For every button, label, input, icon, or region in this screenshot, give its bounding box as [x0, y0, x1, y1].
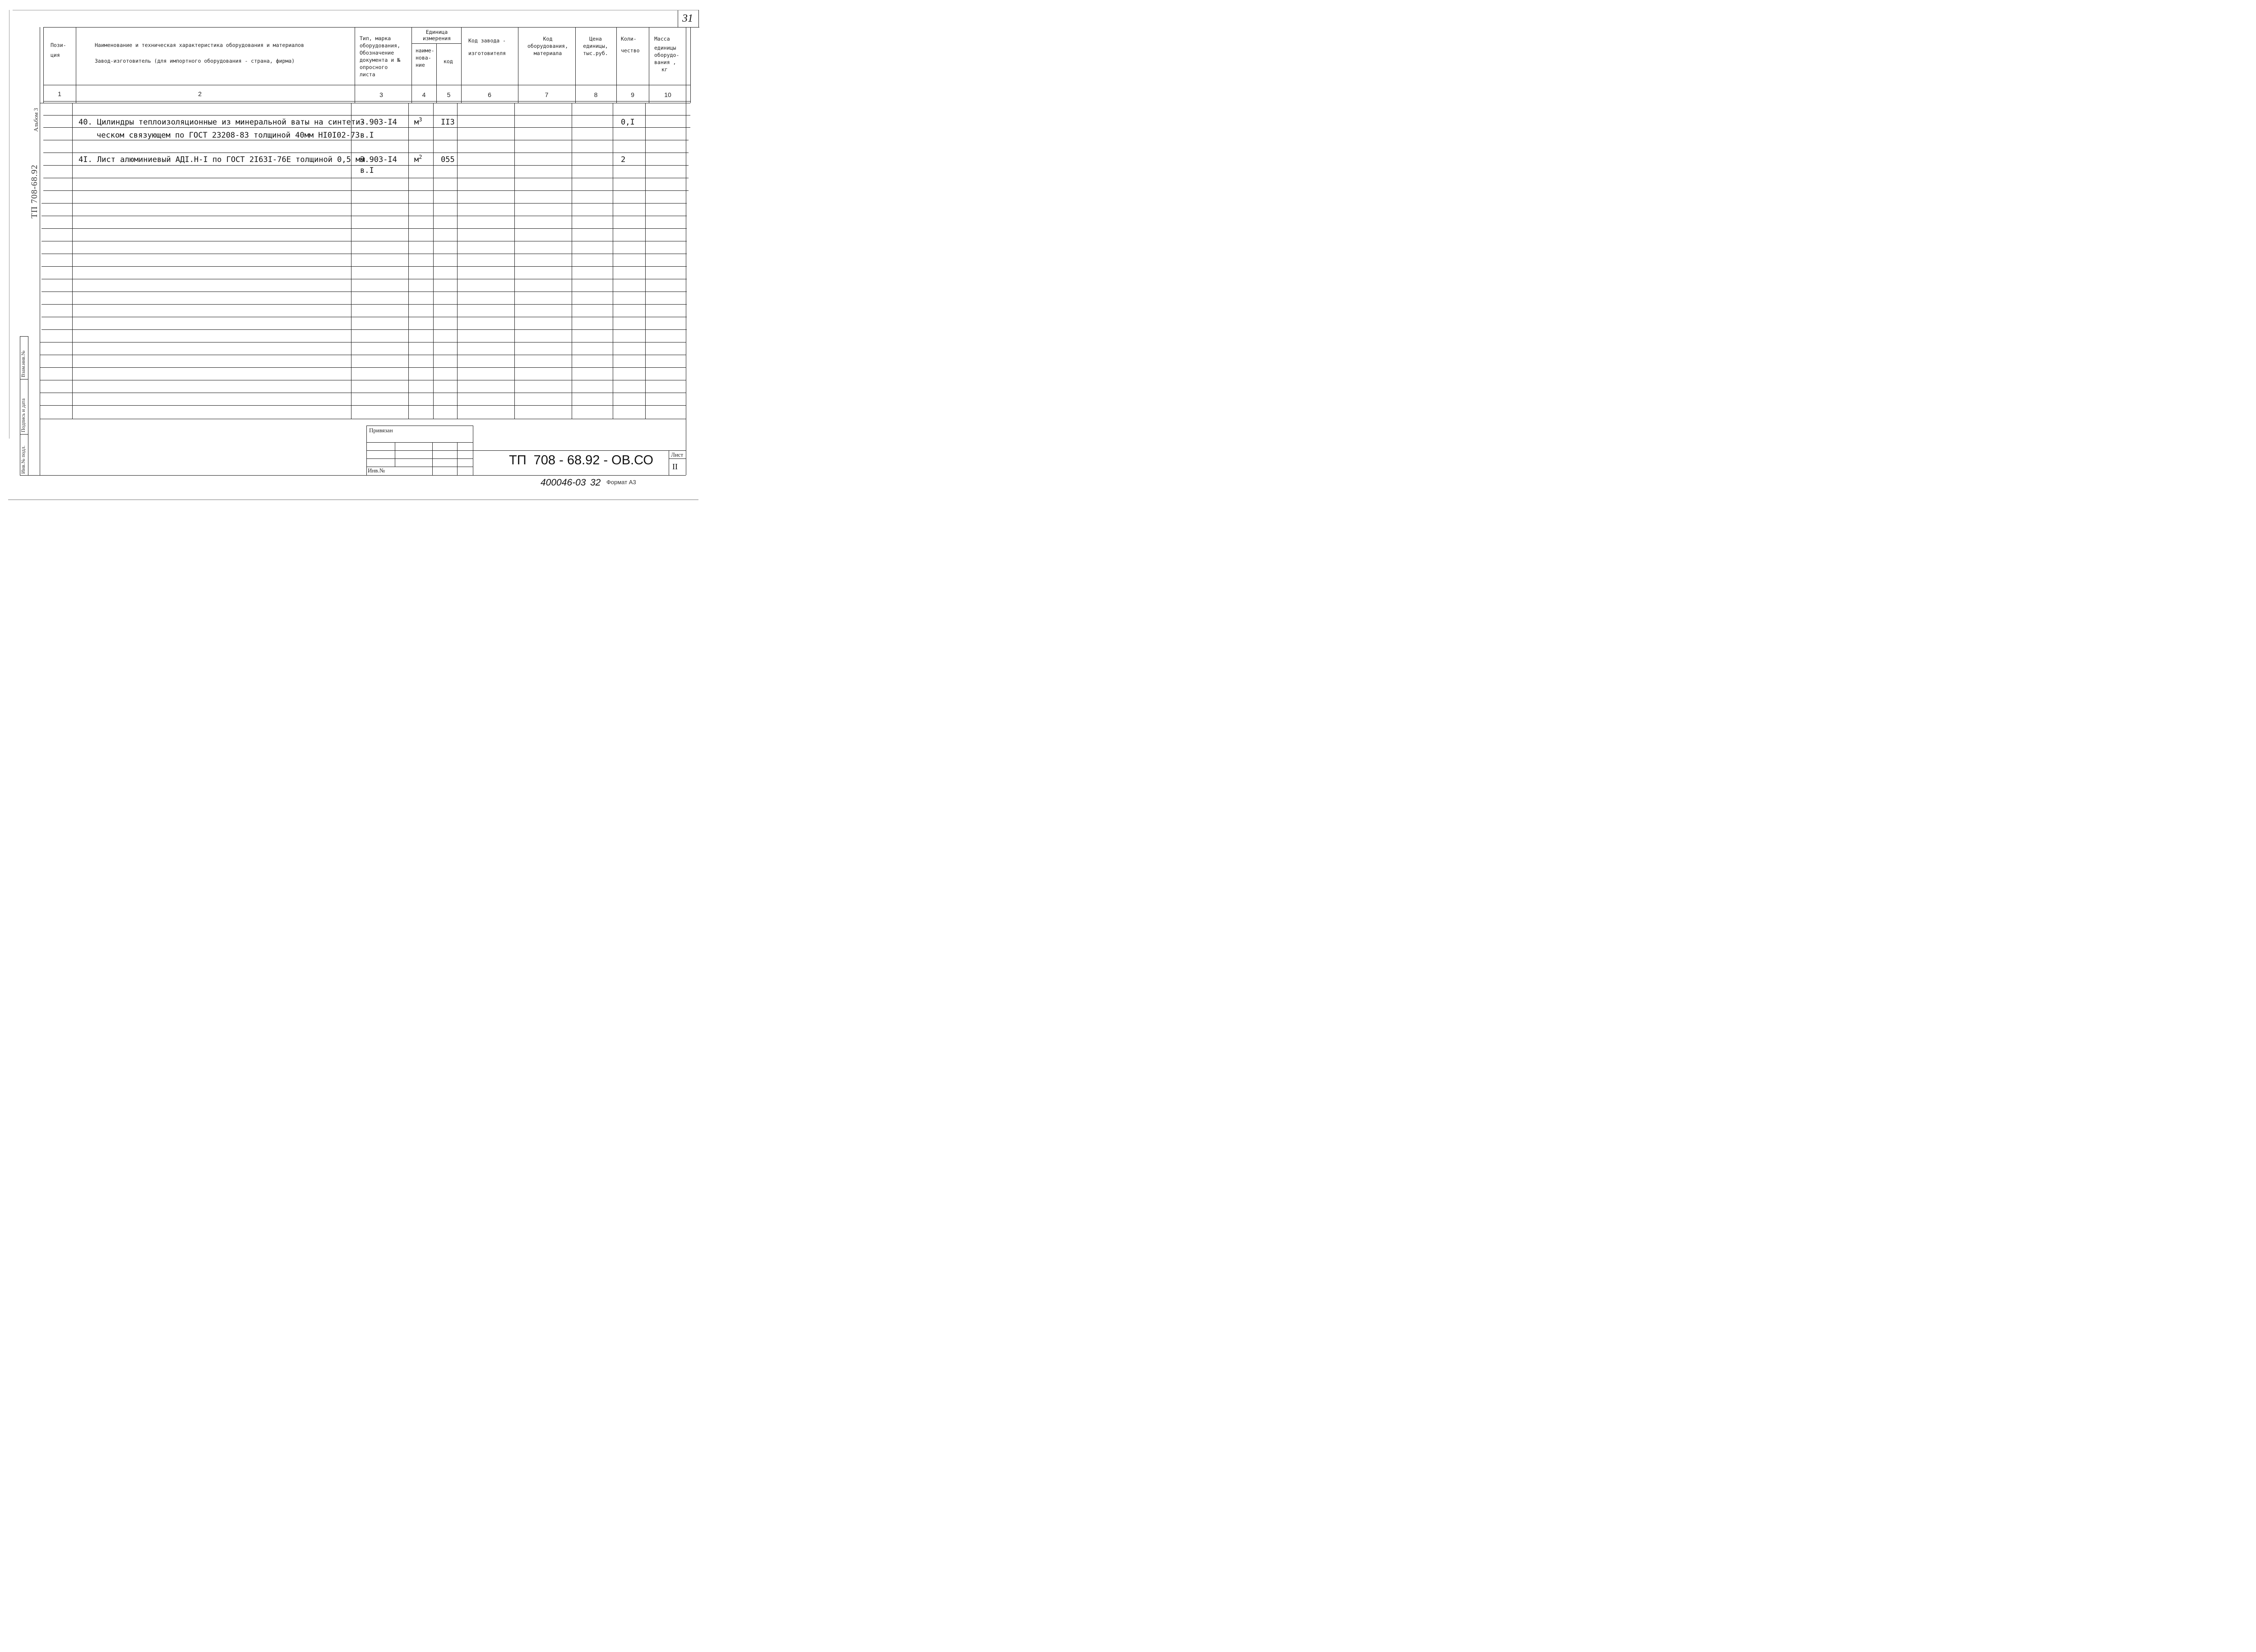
sheet-number: II [672, 462, 678, 471]
header-col7 [523, 35, 572, 57]
header-col8 [578, 35, 614, 57]
format-label: Формат А3 [606, 479, 636, 486]
item-41-doc-line1: 3.903-I4 [360, 155, 397, 164]
header-col5: код [444, 58, 453, 65]
header-col4 [416, 47, 435, 69]
header-col8-line3: тыс.руб. [583, 50, 608, 56]
privyazan-label: Привязан [369, 427, 393, 434]
item-40-name-line1: 40. Цилиндры теплоизоляционные из минеральной ваты на синтети- [79, 118, 365, 127]
header-unit-group [417, 29, 457, 42]
header-col3-line4: документа и № [360, 57, 401, 63]
item-40-unit-code: II3 [441, 118, 455, 127]
header-col8-line2: единицы, [583, 43, 608, 49]
inv-no-label: Инв.№ [368, 467, 385, 474]
header-col8-line1: Цена [589, 36, 602, 42]
header-col10-line3: оборудо- [654, 52, 680, 58]
header-col1-line1: Пози- [51, 42, 66, 48]
header-col3 [360, 35, 400, 78]
header-col2-line2: Завод-изготовитель (для импортного оборудования - страна, фирма) [95, 58, 295, 64]
header-col1-line2: ция [51, 52, 60, 58]
item-40-quantity: 0,I [621, 118, 635, 127]
item-41-quantity: 2 [621, 155, 626, 164]
header-col3-line6: листа [360, 71, 375, 78]
item-41-unit [414, 155, 422, 164]
side-inv-orig-label: Инв.№ подл. [21, 445, 26, 474]
header-col7-line2: оборудования, [527, 43, 568, 49]
header-col6 [468, 37, 506, 57]
header-col6-line1: Код завода - [468, 37, 506, 44]
header-col10-line4: вания , [654, 59, 676, 65]
item-41-unit-code: 055 [441, 155, 455, 164]
column-number-5: 5 [447, 91, 451, 98]
column-number-8: 8 [594, 91, 598, 98]
item-40-unit [414, 118, 422, 127]
page-number: 31 [682, 13, 693, 24]
column-number-1: 1 [58, 90, 61, 97]
header-col9 [621, 35, 640, 54]
column-number-4: 4 [422, 91, 426, 98]
column-number-3: 3 [379, 91, 383, 98]
side-inv-replace-label: Взам.инв.№ [21, 350, 26, 377]
header-col10 [654, 35, 679, 73]
sheet-label: Лист [671, 451, 684, 458]
header-col10-line1: Масса [654, 36, 670, 42]
header-col2-line1: Наименование и техническая характеристика оборудования и материалов [95, 42, 304, 48]
side-sign-date-label: Подпись и дата [21, 398, 26, 432]
header-col3-line1: Тип, марка [360, 35, 391, 42]
header-col10-line5: кг [661, 66, 668, 73]
header-col4-line1: наиме- [416, 47, 435, 54]
header-col4-line2: нова- [416, 55, 431, 61]
column-number-6: 6 [488, 91, 491, 98]
header-col3-line2: оборудования, [360, 42, 401, 49]
header-col4-line3: ние [416, 62, 425, 68]
header-unit-group-line2: измерения [422, 35, 451, 42]
handwritten-code: 400046-03 [541, 477, 586, 488]
column-number-9: 9 [631, 91, 634, 98]
header-col3-line5: опросного [360, 64, 388, 70]
side-album-label: Альбом 3 [32, 108, 39, 132]
header-col7-line1: Код [543, 36, 553, 42]
header-unit-group-line1: Единица [425, 29, 448, 35]
header-col9-line1: Коли- [621, 36, 637, 42]
item-41-unit-base: м [414, 155, 419, 164]
item-41-name-line1: 4I. Лист алюминиевый АДI.Н-I по ГОСТ 2I63I-76Е толщиной 0,5 мм [79, 155, 365, 164]
handwritten-page: 32 [590, 477, 601, 488]
header-col6-line2: изготовителя [468, 50, 506, 56]
header-col1 [51, 42, 66, 59]
header-col7-line3: материала [533, 50, 562, 56]
item-40-doc-line2: в.I [360, 131, 374, 140]
side-project-label: ТП 708-68.92 [30, 164, 39, 218]
item-41-doc-line2: в.I [360, 166, 374, 175]
column-number-2: 2 [198, 90, 202, 97]
header-col3-line3: Обозначение [360, 50, 394, 56]
item-40-unit-base: м [414, 118, 419, 127]
item-40-name-line2: ческом связующем по ГОСТ 23208-83 толщиной 40мм HI0I02-73 [97, 131, 360, 140]
item-40-unit-sup: 3 [419, 116, 422, 123]
header-col10-line2: единицы [654, 45, 676, 51]
document-designation: ТП 708 - 68.92 - ОВ.СО [509, 453, 653, 467]
header-col9-line2: чество [621, 47, 640, 54]
item-40-doc-line1: 3.903-I4 [360, 118, 397, 127]
item-41-unit-sup: 2 [419, 154, 422, 160]
column-number-7: 7 [545, 91, 549, 98]
column-number-10: 10 [664, 91, 671, 98]
